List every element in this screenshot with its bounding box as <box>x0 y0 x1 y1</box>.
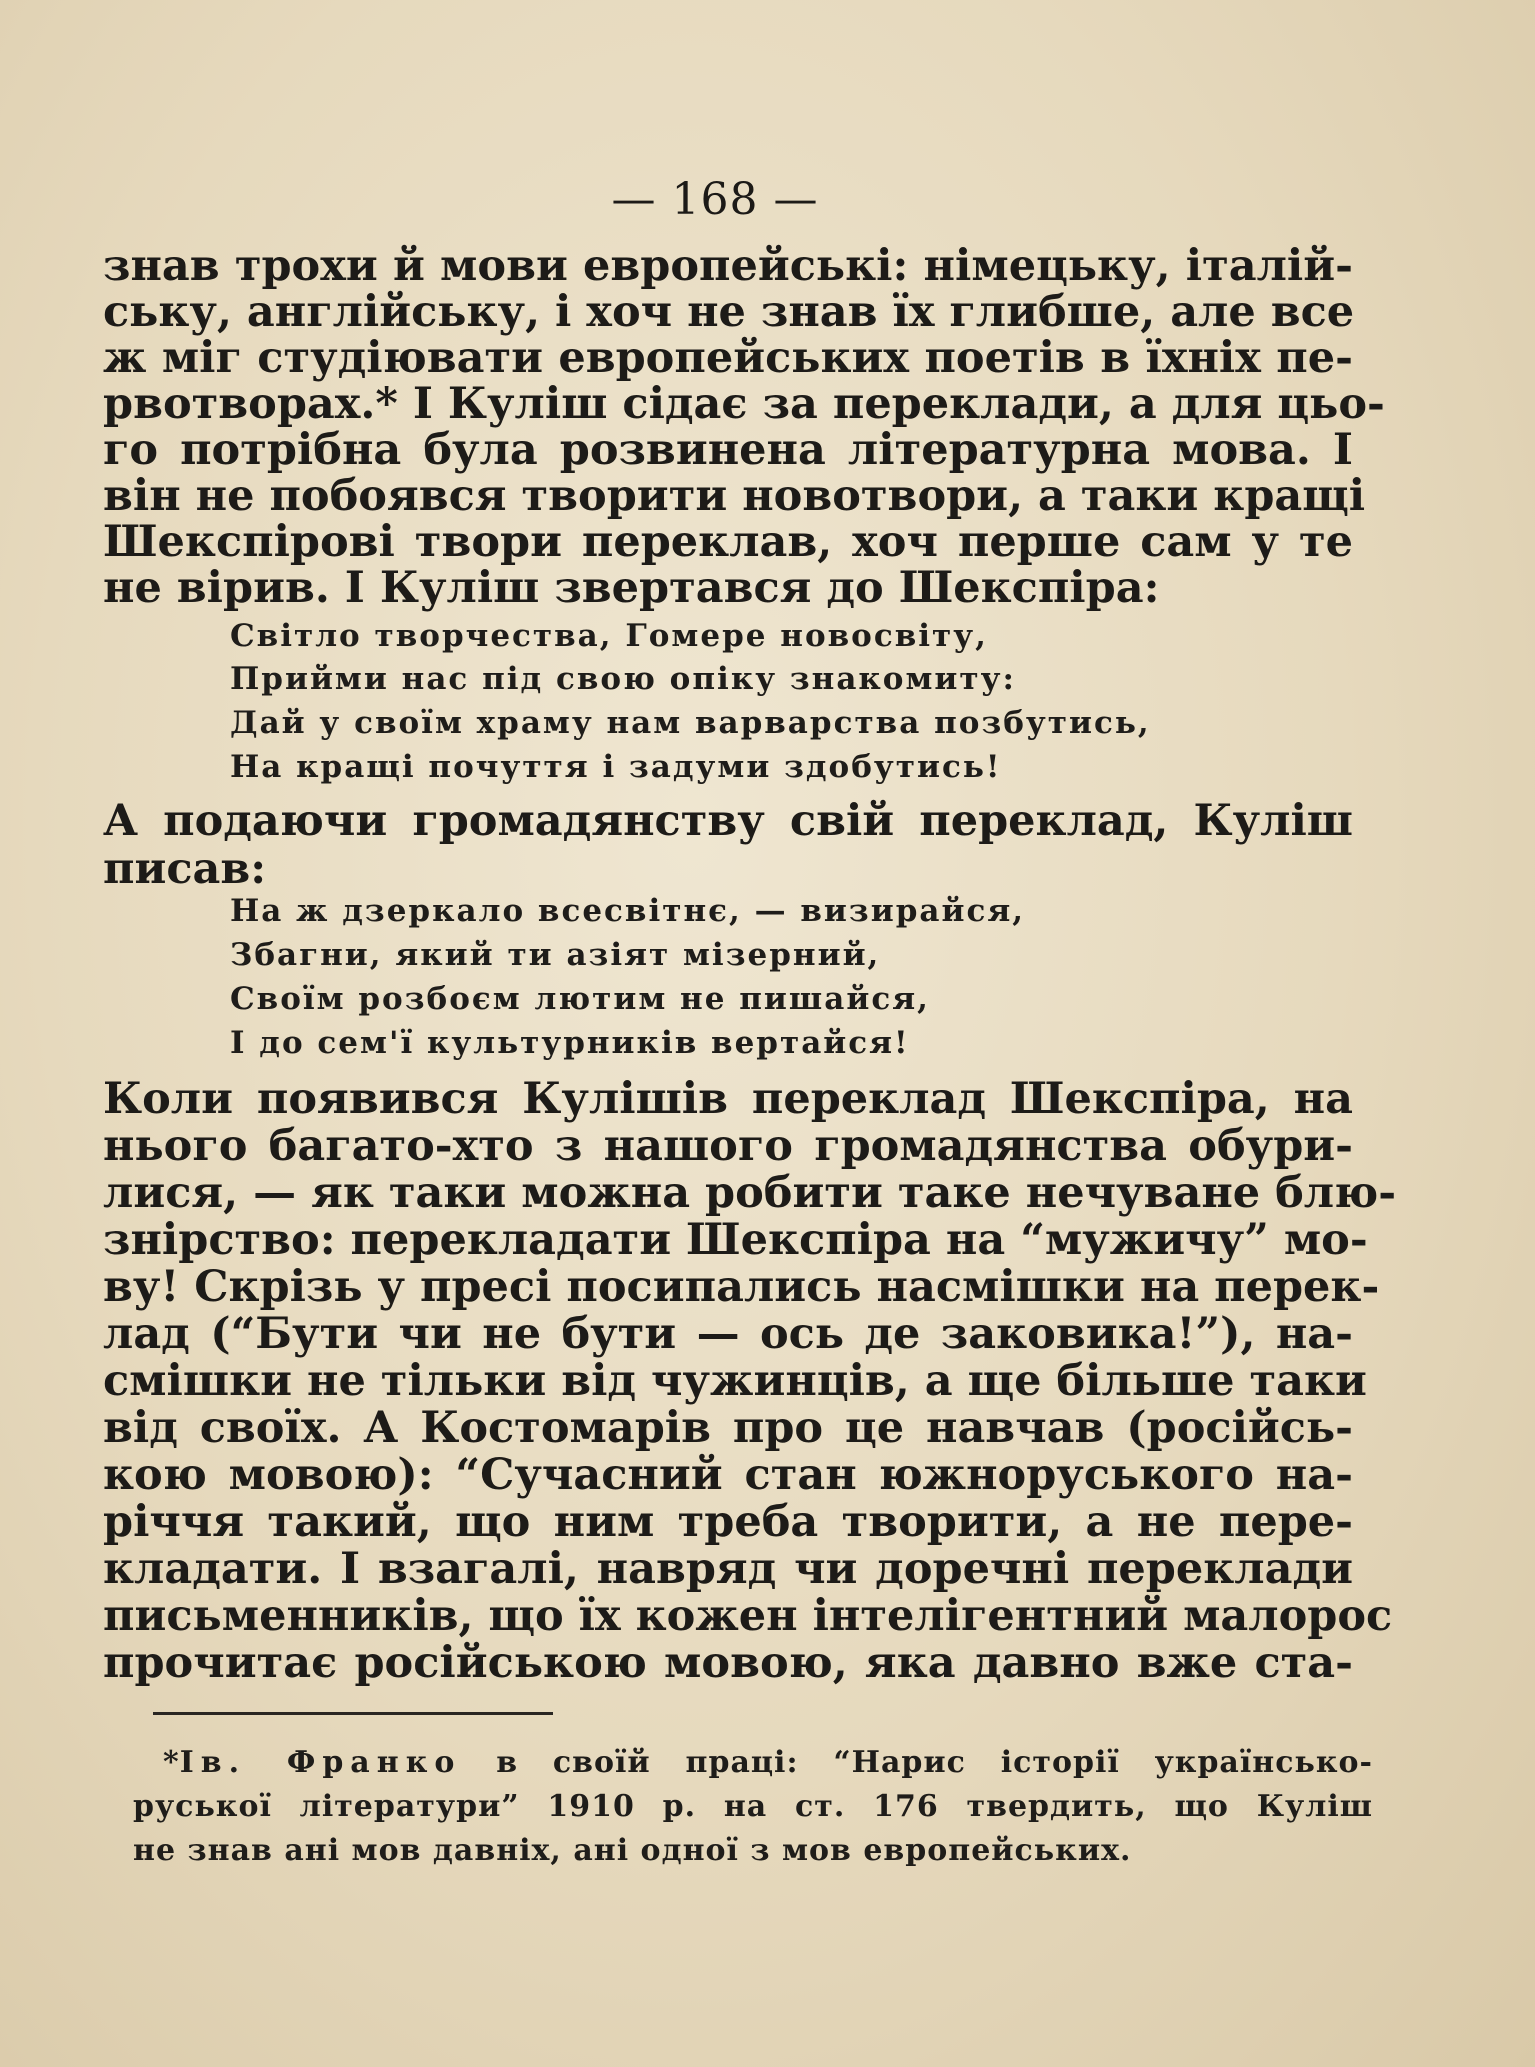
footnote-marker: * <box>163 1745 180 1780</box>
text-line: від своїх. А Костомарів про це навчав (російсь- <box>103 1403 1353 1453</box>
verse-line: На ж дзеркало всесвітнє, — визирайся, <box>230 893 1026 929</box>
footnote-line <box>163 1745 1373 1781</box>
verse-line: Збагни, який ти азіят мізерний, <box>230 937 881 973</box>
text-line: кладати. І взагалі, навряд чи доречні переклади <box>103 1544 1353 1594</box>
text-line: Коли появився Кулішів переклад Шекспіра, на <box>103 1074 1353 1124</box>
text-line: кою мовою): “Сучасний стан южноруського на- <box>103 1450 1353 1500</box>
text-line: Шекспірові твори переклав, хоч перше сам у те <box>103 517 1353 567</box>
verse-line: І до сем'ї культурників вертайся! <box>230 1025 910 1061</box>
text-line: ж міг студіювати европейських поетів в їхніх пе- <box>103 333 1353 383</box>
text-line: писав: <box>103 844 267 894</box>
text-line: він не побоявся творити новотвори, а таки кращі <box>103 471 1366 521</box>
text-line: ву! Скрізь у пресі посипались насмішки на перек- <box>103 1262 1380 1312</box>
text-line: ську, англійську, і хоч не знав їх глибше, але все <box>103 287 1355 337</box>
text-line: А подаючи громадянству свій переклад, Куліш <box>103 796 1353 846</box>
verse-line: Дай у своїм храму нам варварства позбутись, <box>230 705 1151 741</box>
text-line: лися, — як таки можна робити таке нечуване блю- <box>103 1168 1397 1218</box>
verse-line: Прийми нас під свою опіку знакомиту: <box>230 661 1016 697</box>
text-line: лад (“Бути чи не бути — ось де заковика!”), на- <box>103 1309 1353 1359</box>
text-line: нього багато-хто з нашого громадянства обури- <box>103 1121 1353 1171</box>
page-number: — 168 — <box>611 174 819 225</box>
text-line: рвотворах.* І Куліш сідає за переклади, а для цьо- <box>103 379 1385 429</box>
footnote-text: в своїй праці: “Нарис історії українсько- <box>496 1745 1373 1780</box>
footnote-divider <box>153 1712 553 1715</box>
text-line: прочитає російською мовою, яка давно вже ста- <box>103 1638 1353 1688</box>
text-line: смішки не тільки від чужинців, а ще більше таки <box>103 1356 1367 1406</box>
text-line: знірство: перекладати Шекспіра на “мужичу” мо- <box>103 1215 1368 1265</box>
text-line: річчя такий, що ним треба творити, а не пере- <box>103 1497 1353 1547</box>
verse-line: На кращі почуття і задуми здобутись! <box>230 749 1002 785</box>
verse-line: Світло творчества, Гомере новосвіту, <box>230 618 988 654</box>
footnote-author: Ів. Франко <box>179 1745 462 1780</box>
footnote-line: не знав ані мов давніх, ані одної з мов европейських. <box>133 1833 1132 1868</box>
text-line: го потрібна була розвинена літературна мова. І <box>103 425 1353 475</box>
text-line: письменників, що їх кожен інтелігентний малорос <box>103 1591 1393 1641</box>
footnote-line: руської літератури” 1910 р. на ст. 176 твердить, що Куліш <box>133 1789 1373 1824</box>
text-line: знав трохи й мови европейські: німецьку, італій- <box>103 241 1353 291</box>
verse-line: Своїм розбоєм лютим не пишайся, <box>230 981 930 1017</box>
text-line: не вірив. І Куліш звертався до Шекспіра: <box>103 563 1160 613</box>
